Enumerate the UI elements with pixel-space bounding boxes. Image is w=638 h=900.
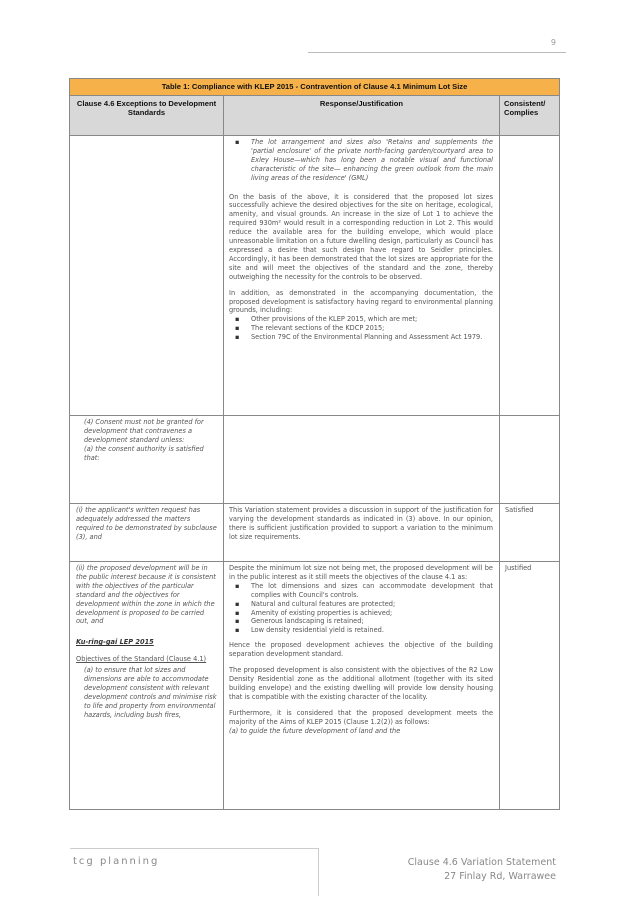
paragraph: On the basis of the above, it is considered that the proposed lot sizes successfully achieve the desired objectives for the site on heritage, ecological, amenity, and visual grounds. An increase in the size of Lot 1 to achieve the required 930m² would result in a corresponding reduction in Lot 2. This would reduce the available area for the building envelope, which would place unreasonable limitation on a future dwelling design, particularly as Council has expressed a desire that such design have regard to Seidler principles. Accordingly, it has been demonstrated that the lot sizes are appropriate for the site and will meet the objectives of the standard and the zone, thereby outweighing the necessity for the controls to be observed. (229, 192, 493, 281)
table-row (70, 416, 560, 504)
status-text: Justified (500, 562, 560, 810)
clause-cell (70, 136, 224, 416)
footer-brand: tcg planning (73, 856, 160, 867)
clause-text: (4) Consent must not be granted for development that contravenes a development standard unless: (84, 418, 204, 444)
footer-rule (70, 848, 318, 849)
footer-address: 27 Finlay Rd, Warrawee (444, 871, 556, 882)
column-header-clause: Clause 4.6 Exceptions to Development Standards (70, 96, 224, 136)
list-item: ▪ The lot dimensions and sizes can accommodate development that complies with Council's controls. (251, 582, 493, 600)
response-cell (224, 416, 500, 504)
paragraph: Furthermore, it is considered that the proposed development meets the majority of the Aims of KLEP 2015 (Clause 1.2(2)) as follows: (229, 708, 493, 726)
footer-doc-title: Clause 4.6 Variation Statement (407, 857, 556, 868)
page-number: 9 (550, 38, 556, 47)
list-item: ▪ Section 79C of the Environmental Planning and Assessment Act 1979. (251, 333, 493, 342)
response-bullet: ▪ The lot arrangement and sizes also 'Retains and supplements the 'partial enclosure' of the private north-facing garden/courtyard area to Exley House—which has long been a notable visual and functional characteristic of the site— enhancing the green outlook from the main living areas of the residence' (GML) (251, 138, 493, 183)
status-cell (500, 136, 560, 416)
list-item: ▪ Other provisions of the KLEP 2015, which are met; (251, 315, 493, 324)
column-header-response: Response/Justification (224, 96, 500, 136)
paragraph: In addition, as demonstrated in the accompanying documentation, the proposed development is satisfactory having regard to environmental planning grounds, including: (229, 288, 493, 315)
footer-document-info (408, 856, 556, 884)
compliance-table (69, 78, 560, 810)
list-item: ▪ Amenity of existing properties is achieved; (251, 609, 493, 618)
objectives-label: Objectives of the Standard (Clause 4.1) (76, 655, 207, 664)
clause-cell (70, 562, 224, 810)
paragraph: The proposed development is also consistent with the objectives of the R2 Low Density Residential zone as the additional allotment (together with its sited building envelope) and the existing dwelling will provide low density housing that is compatible with the existing character of the locality. (229, 666, 493, 701)
clause-cell (70, 416, 224, 504)
status-cell (500, 416, 560, 504)
list-item: ▪ The relevant sections of the KDCP 2015; (251, 324, 493, 333)
table-row (70, 562, 560, 810)
paragraph: Despite the minimum lot size not being met, the proposed development will be in the public interest as it still meets the objectives of the clause 4.1 as: (229, 564, 493, 581)
clause-text: (ii) the proposed development will be in the public interest because it is consistent with the objectives of the particular standard and the objectives for development within the zone in which the development is proposed to be carried out, and (76, 564, 216, 626)
response-cell (224, 562, 500, 810)
paragraph: Hence the proposed development achieves the objective of the building separation development standard. (229, 641, 493, 659)
table-row (70, 504, 560, 562)
status-text: Satisfied (500, 504, 560, 562)
lep-subheading: Ku-ring-gai LEP 2015 (76, 638, 154, 647)
response-cell (224, 504, 500, 562)
table-title: Table 1: Compliance with KLEP 2015 - Contravention of Clause 4.1 Minimum Lot Size (70, 79, 560, 96)
list-item: ▪ Generous landscaping is retained; (251, 617, 493, 626)
list-item: ▪ Low density residential yield is retained. (251, 626, 493, 635)
table-row (70, 136, 560, 416)
objective-text: (a) to ensure that lot sizes and dimensions are able to accommodate development consistent with relevant development controls and minimise risk to life and property from environmental hazards, including bush fires, (84, 666, 217, 719)
aim-text: (a) to guide the future development of land and the (229, 726, 401, 735)
clause-cell (70, 504, 224, 562)
clause-text: (i) the applicant's written request has adequately addressed the matters required to be demonstrated by subclause (3), and (76, 506, 217, 541)
footer-divider (318, 848, 319, 896)
list-item: ▪ Natural and cultural features are protected; (251, 600, 493, 609)
header-rule (308, 52, 566, 53)
column-header-complies: Consistent/ Complies (500, 96, 560, 136)
paragraph: This Variation statement provides a discussion in support of the justification for varying the development standards as indicated in (3) above. In our opinion, there is sufficient justification provided to support a variation to the minimum lot size requirements. (229, 506, 493, 541)
response-cell (224, 136, 500, 416)
clause-text: (a) the consent authority is satisfied that: (84, 444, 204, 462)
